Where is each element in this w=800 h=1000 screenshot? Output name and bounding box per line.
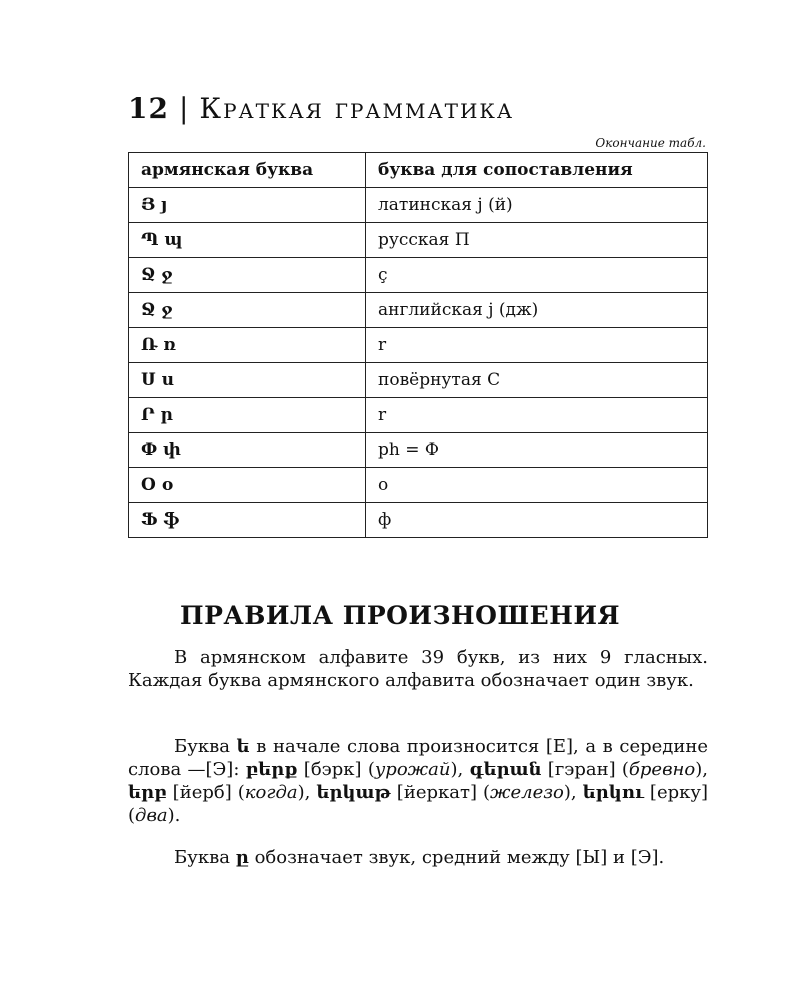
table-row — [129, 398, 708, 433]
text-run: [йеркат] ( — [390, 782, 490, 803]
armenian-letter-cell: Ռ ռ — [129, 328, 366, 363]
armenian-letter-cell: Ջ ջ — [129, 258, 366, 293]
armenian-letter-cell: Ֆ ֆ — [129, 503, 366, 538]
armenian-letter-cell: Ր ր — [129, 398, 366, 433]
text-run: ), — [695, 759, 709, 780]
text-run: [бэрк] ( — [297, 759, 375, 780]
table-row — [129, 503, 708, 538]
armenian-word: երկաթ — [316, 782, 391, 803]
page-number: 12 — [128, 92, 169, 125]
text-run: Буква — [174, 847, 236, 868]
text-run: ), — [450, 759, 470, 780]
column-header-armenian: армянская буква — [129, 153, 366, 188]
paragraph-alphabet-count — [128, 646, 708, 692]
text-run: [йерб] ( — [166, 782, 245, 803]
table-continuation-note: Окончание табл. — [595, 136, 706, 150]
paragraph-letter-schwa — [128, 846, 708, 869]
armenian-letter-cell: Ջ ջ — [129, 293, 366, 328]
comparison-cell: английская j (дж) — [366, 293, 708, 328]
gloss: когда — [244, 782, 298, 803]
comparison-cell: ç — [366, 258, 708, 293]
armenian-letter-cell: Փ փ — [129, 433, 366, 468]
comparison-cell: русская П — [366, 223, 708, 258]
gloss: урожай — [374, 759, 451, 780]
armenian-letter-cell: Յ յ — [129, 188, 366, 223]
table-row — [129, 223, 708, 258]
table-row — [129, 328, 708, 363]
running-title: Краткая грамматика — [199, 92, 515, 125]
comparison-cell: r — [366, 398, 708, 433]
comparison-cell: ph = Ф — [366, 433, 708, 468]
table-row — [129, 363, 708, 398]
section-heading: ПРАВИЛА ПРОИЗНОШЕНИЯ — [180, 601, 620, 630]
running-head — [128, 92, 514, 125]
armenian-letter-cell: Պ պ — [129, 223, 366, 258]
gloss: два — [135, 805, 168, 826]
table-row — [129, 468, 708, 503]
comparison-cell: ф — [366, 503, 708, 538]
gloss: бревно — [628, 759, 696, 780]
table-row — [129, 293, 708, 328]
comparison-cell: r — [366, 328, 708, 363]
comparison-cell: повёрнутая С — [366, 363, 708, 398]
table-row — [129, 188, 708, 223]
table-header-row — [129, 153, 708, 188]
text-run: [гэран] ( — [541, 759, 629, 780]
paragraph-text: В армянском алфавите 39 букв, из них 9 гласных. Каждая буква армянского алфавита обозначает один звук. — [128, 647, 708, 691]
alphabet-table — [128, 152, 708, 538]
comparison-cell: латинская j (й) — [366, 188, 708, 223]
text-run: в начале слова произносится [Е], а в середине слова —[Э]: — [128, 736, 709, 780]
comparison-cell: o — [366, 468, 708, 503]
table-row — [129, 433, 708, 468]
armenian-letter: ը — [235, 847, 249, 868]
armenian-word: գերան — [469, 759, 542, 780]
gloss: железо — [490, 782, 564, 803]
armenian-word: երկու — [582, 782, 644, 803]
text-run: [ерку] ( — [128, 782, 708, 826]
armenian-letter-cell: Ս ս — [129, 363, 366, 398]
paragraph-letter-e — [128, 735, 708, 827]
text-run: обозначает звук, средний между [Ы] и [Э]. — [248, 847, 665, 868]
text-run: ). — [167, 805, 181, 826]
header-separator: | — [178, 92, 190, 125]
text-run: ), — [297, 782, 317, 803]
column-header-comparison: буква для сопоставления — [366, 153, 708, 188]
text-run: ), — [563, 782, 583, 803]
armenian-word: երբ — [128, 782, 167, 803]
table-row — [129, 258, 708, 293]
armenian-word: բերք — [245, 759, 298, 780]
armenian-letter-cell: Օ օ — [129, 468, 366, 503]
text-run: Буква — [174, 736, 237, 757]
armenian-letter: ե — [236, 736, 250, 757]
